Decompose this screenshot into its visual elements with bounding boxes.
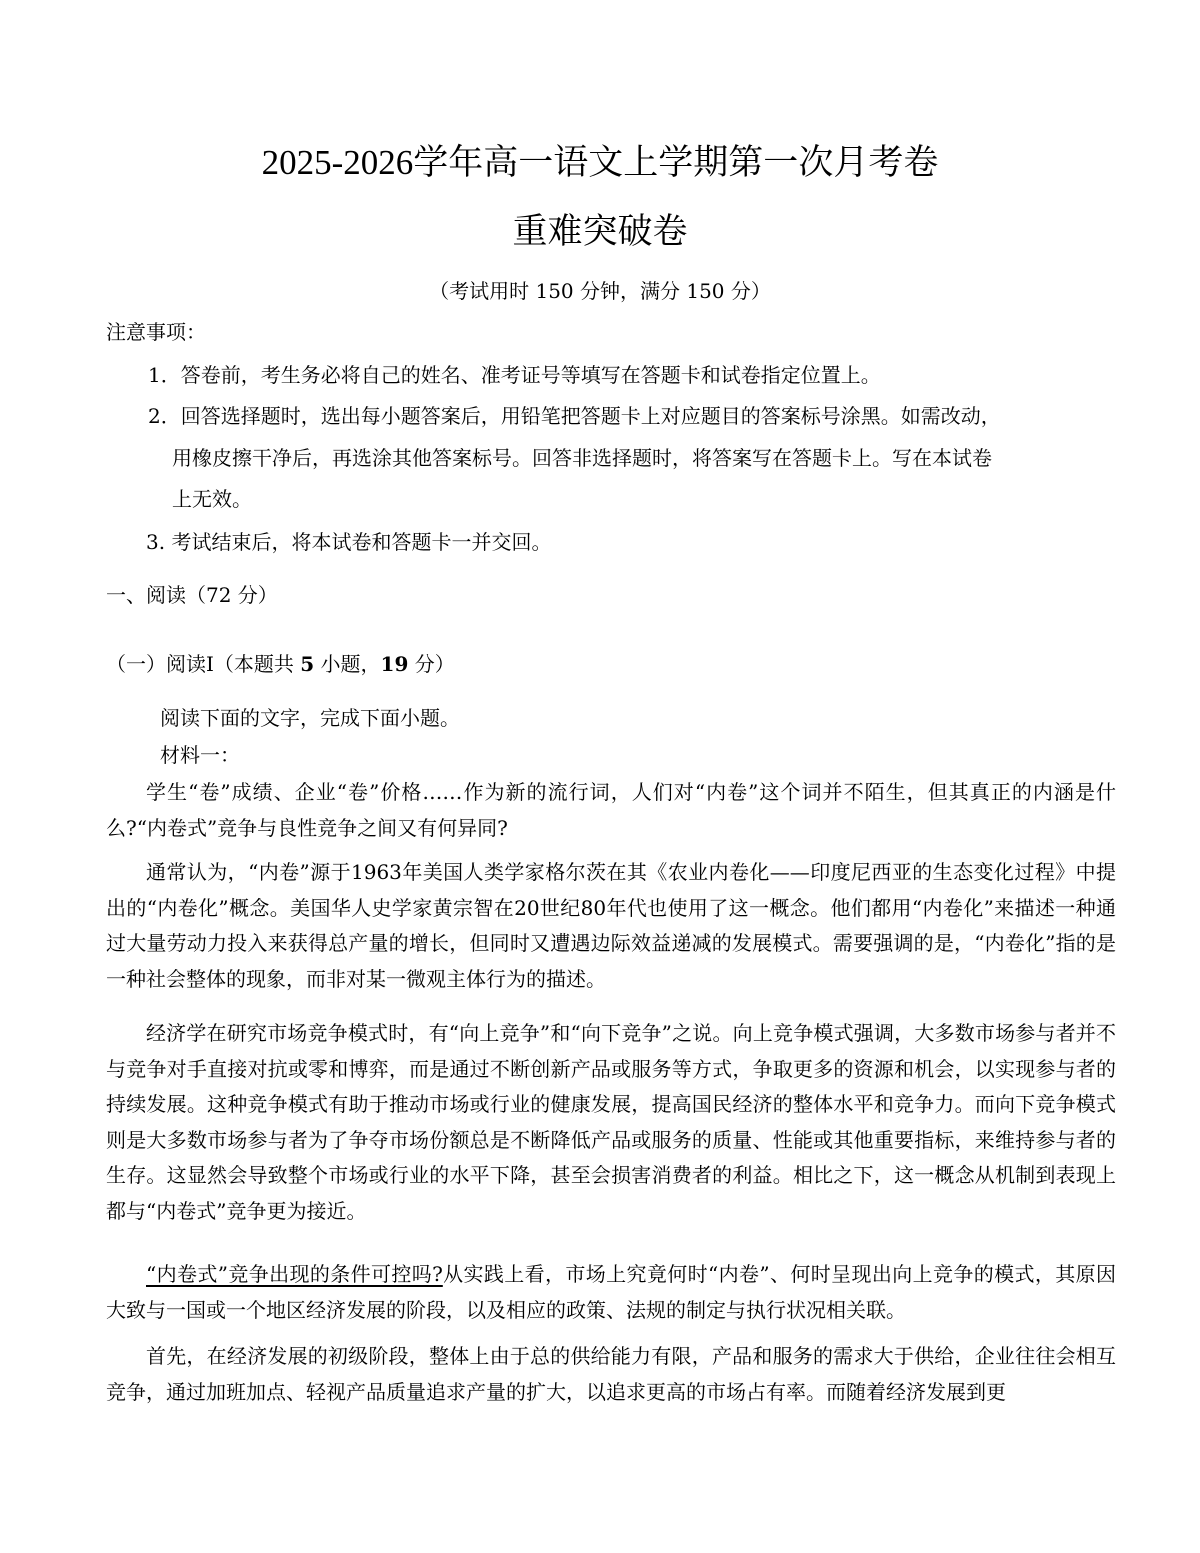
subsection-score: 19 xyxy=(380,652,409,676)
subsection-title xyxy=(106,650,455,678)
underlined-question: “内卷式”竞争出现的条件可控吗? xyxy=(146,1262,443,1286)
exam-title: 2025-2026学年高一语文上学期第一次月考卷 xyxy=(261,143,939,182)
reading-instruction: 阅读下面的文字，完成下面小题。 xyxy=(160,706,460,730)
section-title: 一、阅读（72 分） xyxy=(106,583,278,607)
note-item-1: 1．答卷前，考生务必将自己的姓名、准考证号等填写在答题卡和试卷指定位置上。 xyxy=(148,363,881,387)
passage-paragraph-5: 首先，在经济发展的初级阶段，整体上由于总的供给能力有限，产品和服务的需求大于供给，企业往往会相互竞争，通过加班加点、轻视产品质量追求产量的扩大，以追求更高的市场占有率。而随着经济发展到更 xyxy=(106,1344,1116,1404)
subsection-middle: 小题， xyxy=(314,652,381,676)
subsection-suffix: 分） xyxy=(408,652,455,676)
note-item-3: 3. 考试结束后，将本试卷和答题卡一并交回。 xyxy=(146,530,552,554)
note-item-2-line-3: 上无效。 xyxy=(172,487,252,511)
paragraph-4-rest: 从实践上看，市场上究竟何时“内卷”、何时呈现出向上竞争的模式，其原因大致与一国或一个地区经济发展的阶段，以及相应的政策、法规的制定与执行状况相关联。 xyxy=(106,1262,1116,1322)
notes-heading: 注意事项： xyxy=(106,320,206,344)
exam-subtitle: 重难突破卷 xyxy=(512,212,688,251)
note-item-2-line-1: 2．回答选择题时，选出每小题答案后，用铅笔把答题卡上对应题目的答案标号涂黑。如需改动， xyxy=(148,404,1001,428)
passage-paragraph-3: 经济学在研究市场竞争模式时，有“向上竞争”和“向下竞争”之说。向上竞争模式强调，大多数市场参与者并不与竞争对手直接对抗或零和博弈，而是通过不断创新产品或服务等方式，争取更多的资源和机会，以实现参与者的持续发展。这种竞争模式有助于推动市场或行业的健康发展，提高国民经济的整体水平和竞争力。而向下竞争模式则是大多数市场参与者为了争夺市场份额总是不断降低产品或服务的质量、性能或其他重要指标，来维持参与者的生存。这显然会导致整个市场或行业的水平下降，甚至会损害消费者的利益。相比之下，这一概念从机制到表现上都与“内卷式”竞争更为接近。 xyxy=(106,1021,1116,1223)
note-item-2-line-2: 用橡皮擦干净后，再选涂其他答案标号。回答非选择题时，将答案写在答题卡上。写在本试卷 xyxy=(172,446,992,470)
passage-paragraph-4 xyxy=(106,1257,1116,1328)
passage-paragraph-1: 学生“卷”成绩、企业“卷”价格……作为新的流行词，人们对“内卷”这个词并不陌生，但其真正的内涵是什么?“内卷式”竞争与良性竞争之间又有何异同? xyxy=(106,780,1116,840)
subsection-question-count: 5 xyxy=(300,652,315,676)
material-label: 材料一： xyxy=(160,743,240,767)
passage-paragraph-2: 通常认为，“内卷”源于1963年美国人类学家格尔茨在其《农业内卷化——印度尼西亚的生态变化过程》中提出的“内卷化”概念。美国华人史学家黄宗智在20世纪80年代也使用了这一概念。他们都用“内卷化”来描述一种通过大量劳动力投入来获得总产量的增长，但同时又遭遇边际效益递减的发展模式。需要强调的是，“内卷化”指的是一种社会整体的现象，而非对某一微观主体行为的描述。 xyxy=(106,860,1116,991)
subsection-prefix: （一）阅读Ⅰ（本题共 xyxy=(106,652,301,676)
exam-info: （考试用时 150 分钟，满分 150 分） xyxy=(429,279,771,303)
